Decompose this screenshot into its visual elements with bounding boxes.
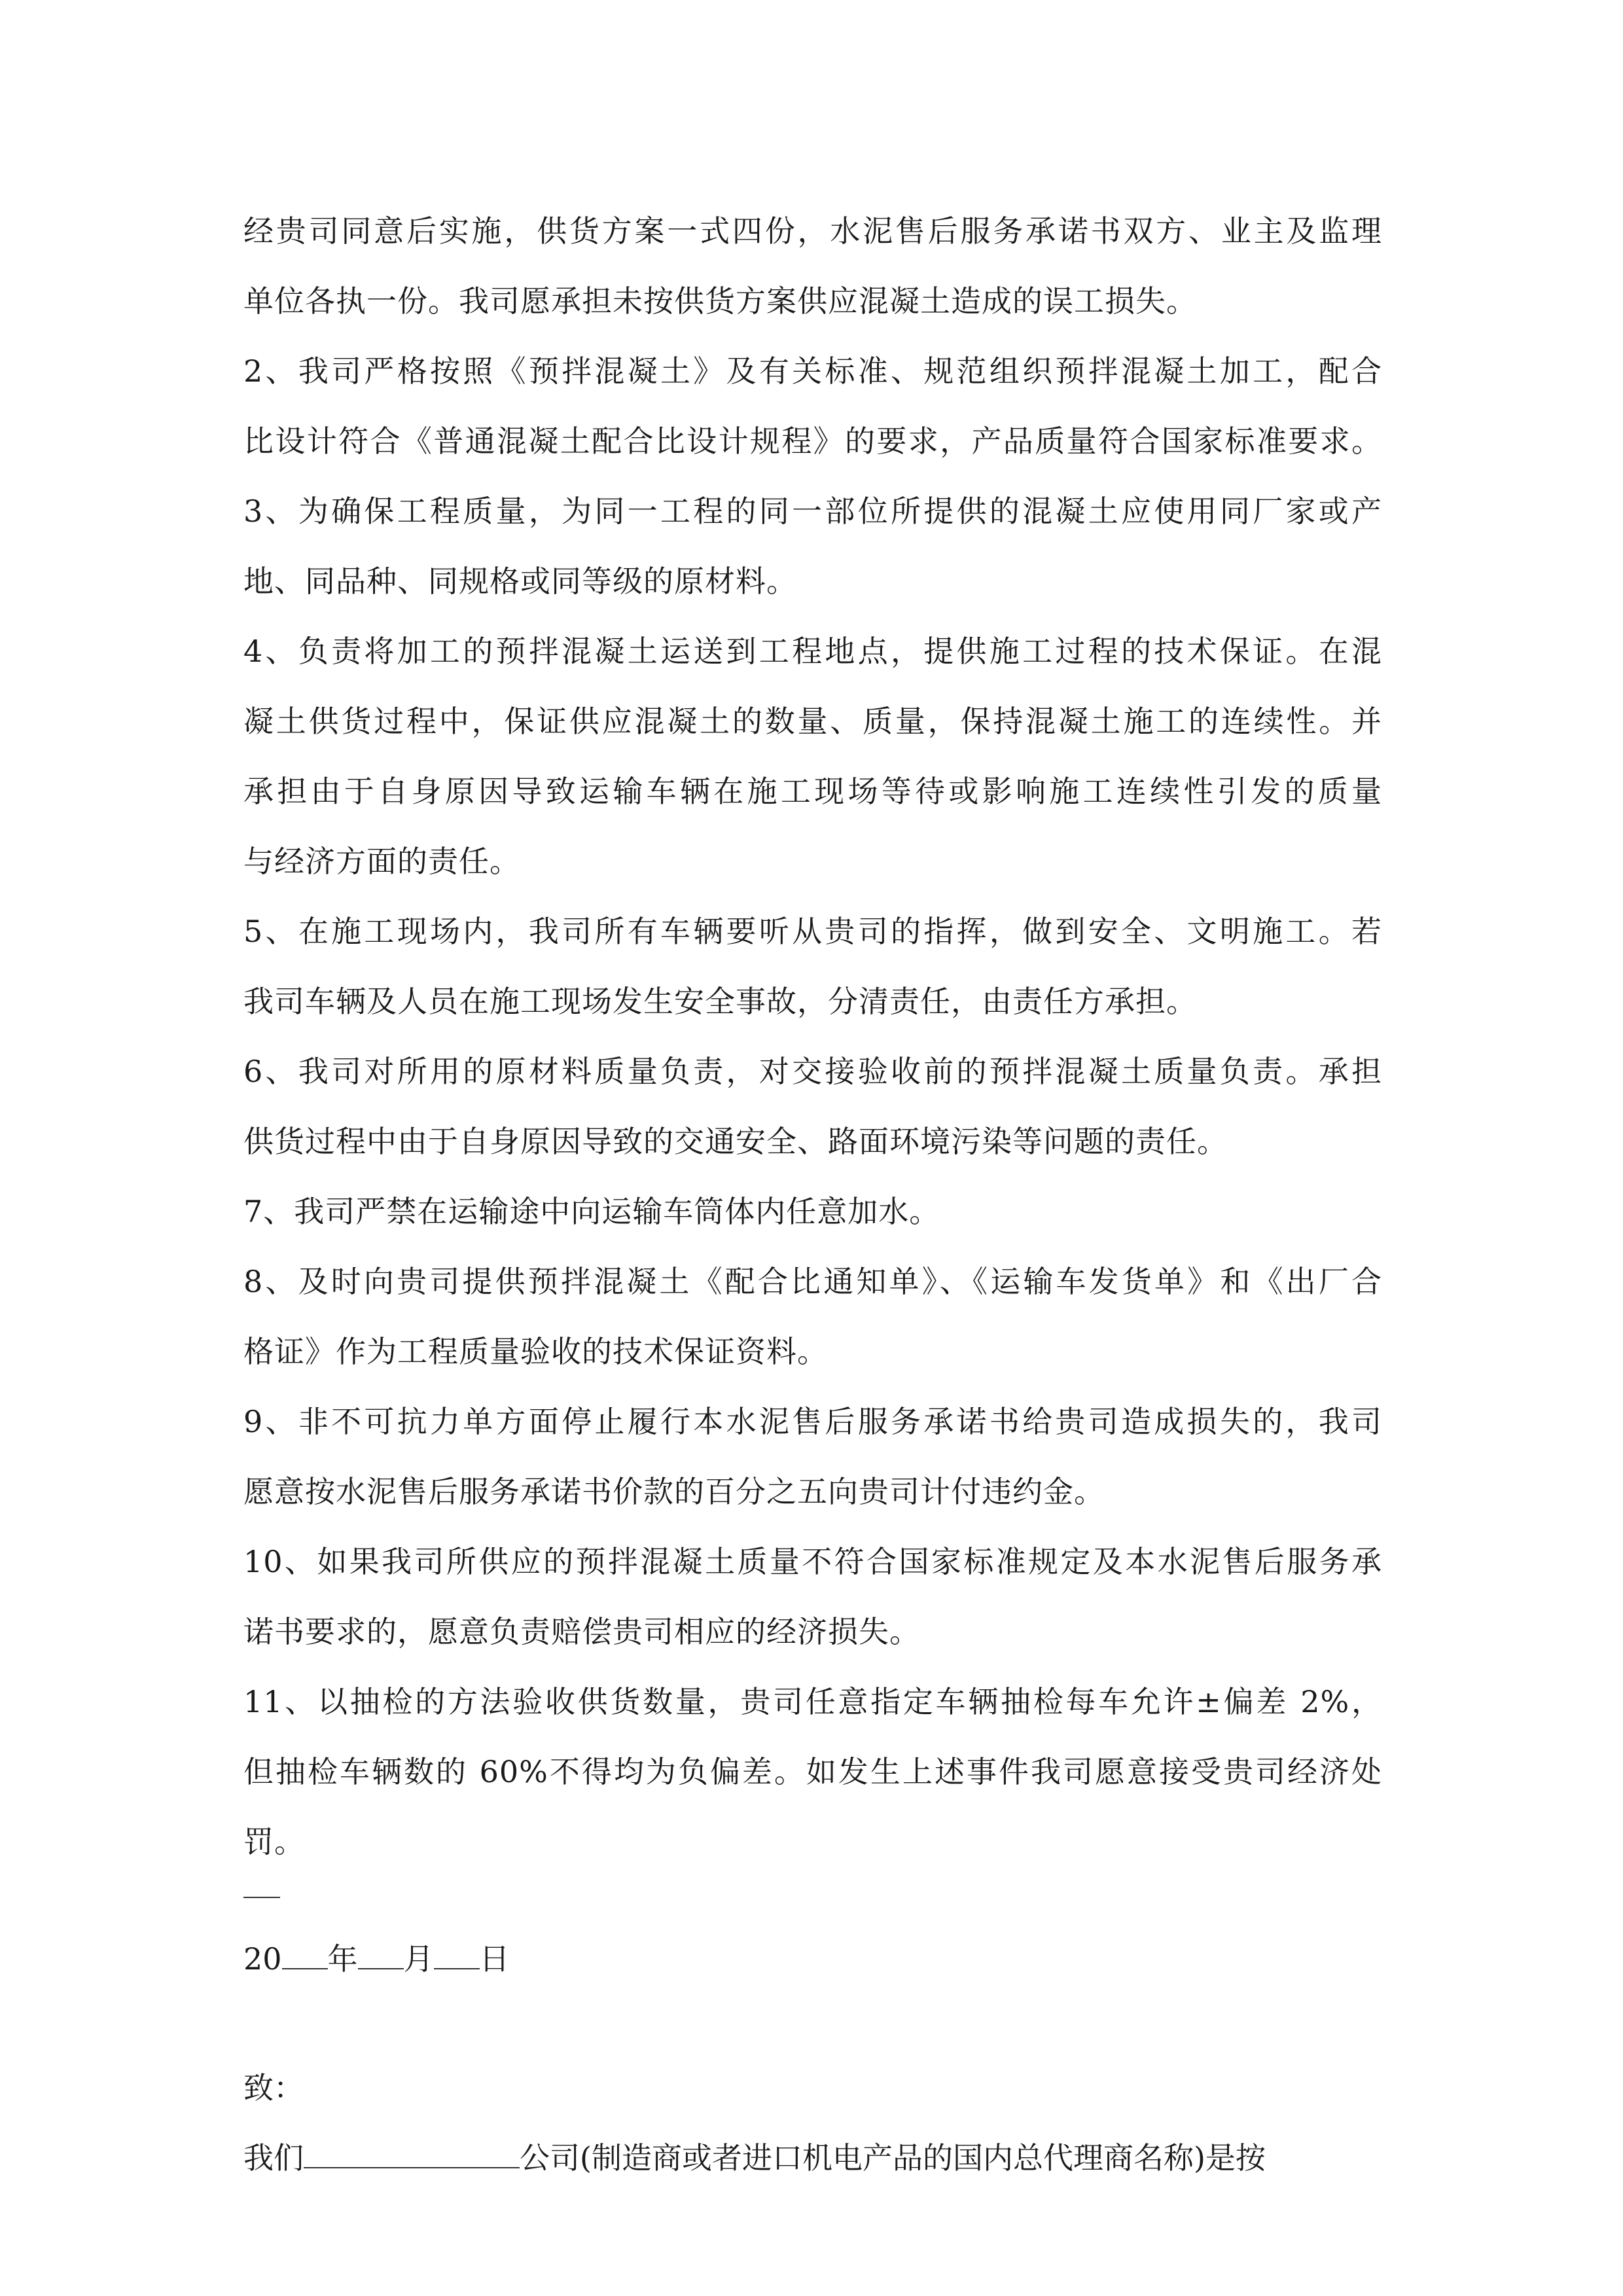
text-line: 比设计符合《普通混凝土配合比设计规程》的要求，产品质量符合国家标准要求。 [243,423,1382,459]
text-line: 罚。 [243,1824,305,1859]
date-year-label: 年 [327,1941,358,1977]
year-blank[interactable] [282,1942,328,1969]
month-blank[interactable] [358,1942,404,1969]
date-month-label: 月 [403,1941,434,1977]
text-line: 与经济方面的责任。 [243,844,520,879]
text-line: 8、及时向贵司提供预拌混凝土《配合比通知单》、《运输车发货单》和《出厂合 [243,1264,1382,1299]
text-line: 7、我司严禁在运输途中向运输车筒体内任意加水。 [243,1194,940,1229]
text-line: 承担由于自身原因导致运输车辆在施工现场等待或影响施工连续性引发的质量 [243,774,1382,809]
company-name-blank[interactable] [304,2141,520,2168]
document-body [243,196,1382,2193]
text-line: 地、同品种、同规格或同等级的原材料。 [243,564,797,599]
text-line: 3、为确保工程质量，为同一工程的同一部位所提供的混凝土应使用同厂家或产 [243,493,1382,529]
text-line: 5、在施工现场内，我司所有车辆要听从贵司的指挥，做到安全、文明施工。若 [243,914,1382,949]
paragraph-block [243,196,1382,1877]
date-day-label: 日 [479,1941,510,1977]
text-line: 6、我司对所用的原材料质量负责，对交接验收前的预拌混凝土质量负责。承担 [243,1054,1382,1089]
text-line: 4、负责将加工的预拌混凝土运送到工程地点，提供施工过程的技术保证。在混 [243,634,1382,669]
text-line: 10、如果我司所供应的预拌混凝土质量不符合国家标准规定及本水泥售后服务承 [243,1544,1382,1579]
addressee-line [243,2053,1382,2123]
text-line: 11、以抽检的方法验收供货数量，贵司任意指定车辆抽检每车允许±偏差 2%， [243,1684,1382,1719]
date-line [243,1924,1382,1994]
text-line: 供货过程中由于自身原因导致的交通安全、路面环境污染等问题的责任。 [243,1124,1228,1159]
date-prefix: 20 [243,1941,282,1977]
signature-line [243,1897,280,1898]
text-line: 单位各执一份。我司愿承担未按供货方案供应混凝土造成的误工损失。 [243,283,1197,319]
declaration-prefix: 我们 [243,2140,304,2176]
text-line: 经贵司同意后实施，供货方案一式四份，水泥售后服务承诺书双方、业主及监理 [243,213,1382,249]
text-line: 9、非不可抗力单方面停止履行本水泥售后服务承诺书给贵司造成损失的，我司 [243,1404,1382,1439]
day-blank[interactable] [434,1942,480,1969]
declaration-suffix: 公司(制造商或者进口机电产品的国内总代理商名称)是按 [520,2140,1266,2176]
text-line: 2、我司严格按照《预拌混凝土》及有关标准、规范组织预拌混凝土加工，配合 [243,353,1382,389]
text-line: 愿意按水泥售后服务承诺书价款的百分之五向贵司计付违约金。 [243,1474,1105,1509]
declaration-line [243,2123,1382,2193]
text-line: 凝土供货过程中，保证供应混凝土的数量、质量，保持混凝土施工的连续性。并 [243,704,1382,739]
addressee-label: 致： [243,2070,304,2106]
text-line: 格证》作为工程质量验收的技术保证资料。 [243,1334,828,1369]
text-line: 但抽检车辆数的 60%不得均为负偏差。如发生上述事件我司愿意接受贵司经济处 [243,1754,1382,1789]
text-line: 我司车辆及人员在施工现场发生安全事故，分清责任，由责任方承担。 [243,984,1197,1019]
text-line: 诺书要求的，愿意负责赔偿贵司相应的经济损失。 [243,1614,920,1649]
